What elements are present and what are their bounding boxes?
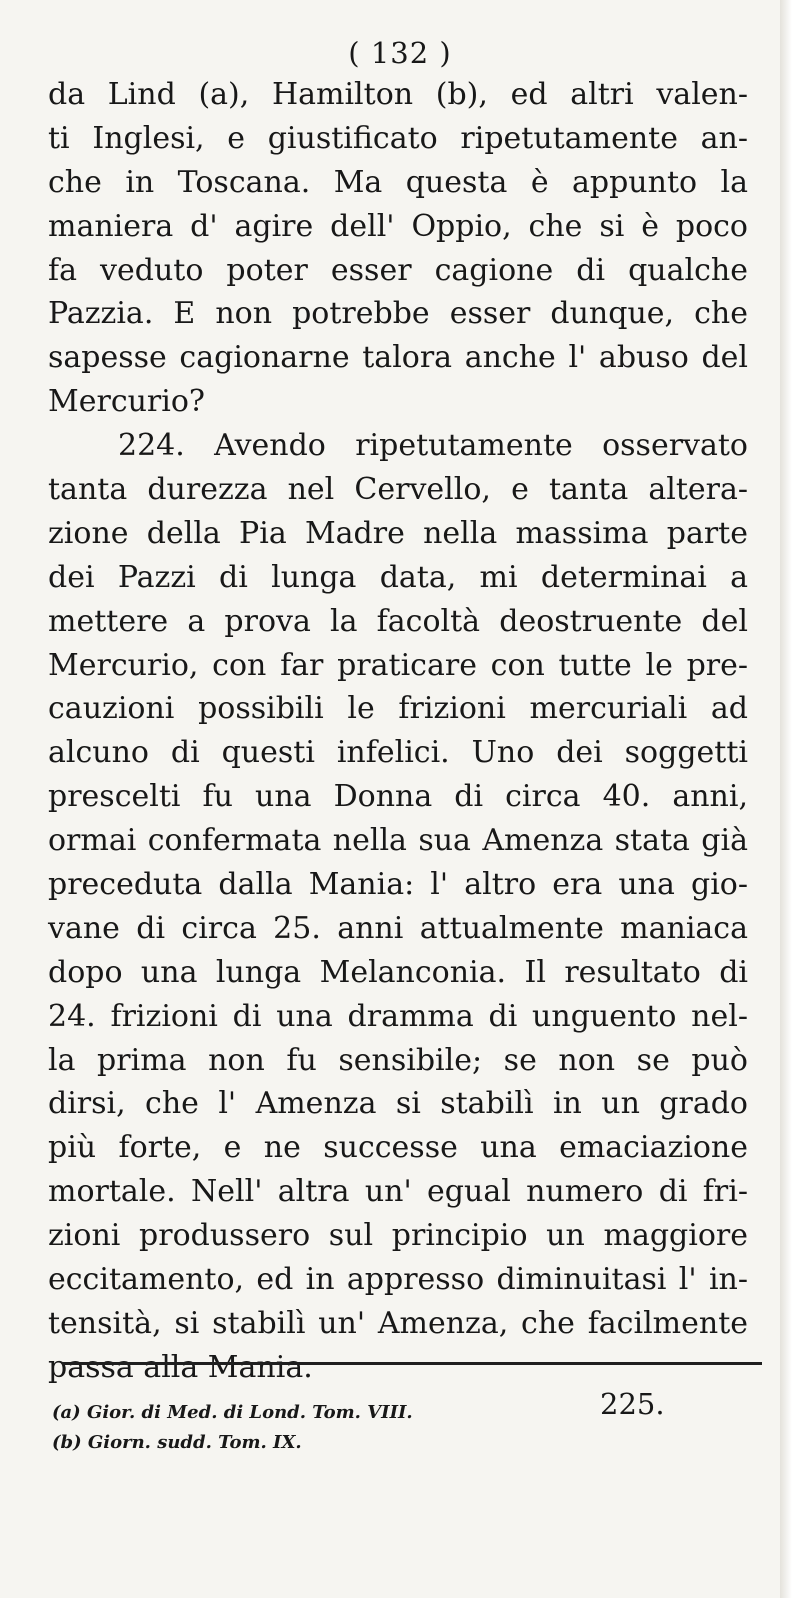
text-line: da Lind (a), Hamilton (b), ed altri valen-: [48, 77, 748, 112]
catchword: 225.: [600, 1387, 665, 1421]
text-line: zione della Pia Madre nella massima parte: [48, 515, 748, 551]
text-line: Pazzia. E non potrebbe esser dunque, che: [48, 296, 748, 332]
text-line: sapesse cagionarne talora anche l' abuso del: [48, 340, 748, 376]
page-edge: [780, 0, 800, 1598]
text-line: eccitamento, ed in appresso diminuitasi l' in-: [48, 1262, 748, 1298]
text-line: passa alla Mania.: [48, 1349, 313, 1385]
text-line: cauzioni possibili le frizioni mercuriali ad: [48, 691, 748, 727]
text-line: fa veduto poter esser cagione di qualche: [48, 252, 748, 288]
footnote-rule: [62, 1362, 762, 1365]
text-line: Mercurio?: [48, 384, 206, 420]
text-line: ormai confermata nella sua Amenza stata già: [48, 823, 748, 859]
footnote-b: (b) Giorn. sudd. Tom. IX.: [52, 1432, 302, 1453]
text-line: 24. frizioni di una dramma di unguento nel-: [48, 998, 748, 1034]
text-line: più forte, e ne successe una emaciazione: [48, 1130, 748, 1166]
text-line: tanta durezza nel Cervello, e tanta altera-: [48, 472, 748, 508]
page-number: ( 132 ): [348, 36, 452, 70]
text-line: dirsi, che l' Amenza si stabilì in un grado: [48, 1086, 748, 1122]
text-line: Mercurio, con far praticare con tutte le pre-: [48, 647, 748, 683]
paragraph-start-line: 224. Avendo ripetutamente osservato: [118, 428, 748, 464]
text-line: mortale. Nell' altra un' egual numero di fri-: [48, 1174, 748, 1210]
text-line: prescelti fu una Donna di circa 40. anni,: [48, 779, 748, 815]
text-line: che in Toscana. Ma questa è appunto la: [48, 164, 748, 200]
text-line: dei Pazzi di lunga data, mi determinai a: [48, 559, 748, 595]
footnotes: [52, 1398, 652, 1458]
footnote-a: (a) Gior. di Med. di Lond. Tom. VIII.: [52, 1402, 413, 1423]
text-line: alcuno di questi infelici. Uno dei soggetti: [48, 735, 748, 771]
text-line: la prima non fu sensibile; se non se può: [48, 1042, 748, 1078]
text-line: maniera d' agire dell' Oppio, che si è poco: [48, 208, 748, 244]
text-line: dopo una lunga Melanconia. Il resultato di: [48, 954, 748, 990]
text-line: tensità, si stabilì un' Amenza, che facilmente: [48, 1305, 748, 1341]
text-line: preceduta dalla Mania: l' altro era una gio-: [48, 867, 748, 903]
body-text: [48, 73, 748, 1390]
text-line: mettere a prova la facoltà deostruente del: [48, 603, 748, 639]
text-line: ti Inglesi, e giustificato ripetutamente an-: [48, 120, 748, 156]
text-line: vane di circa 25. anni attualmente maniaca: [48, 910, 748, 946]
text-line: zioni produssero sul principio un maggiore: [48, 1218, 748, 1254]
